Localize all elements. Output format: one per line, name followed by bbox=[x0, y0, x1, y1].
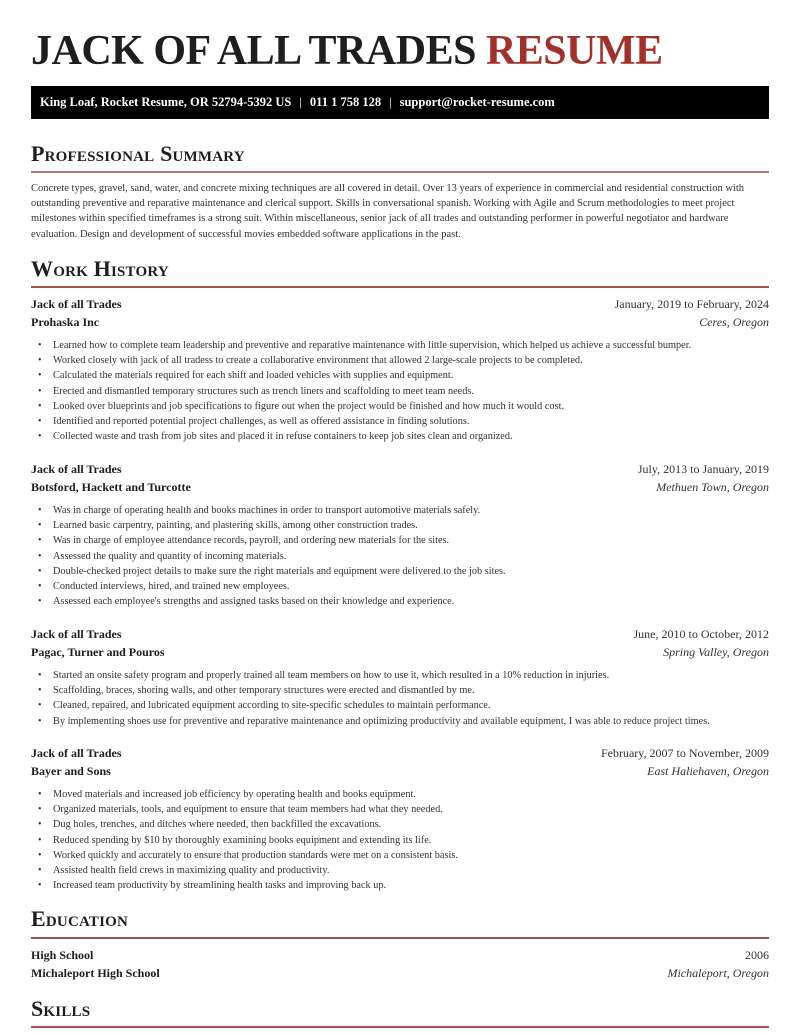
job-title: Jack of all Trades bbox=[31, 462, 122, 476]
education-heading: Education bbox=[31, 906, 129, 931]
list-item: • Was in charge of employee attendance records, payroll, and ordering new materials for the sites. bbox=[31, 533, 769, 548]
job-company: Prohaska Inc bbox=[31, 315, 100, 329]
list-item: • Scaffolding, braces, shoring walls, and other temporary structures were erected and dismantled by me. bbox=[31, 683, 769, 698]
list-item: • Was in charge of operating health and books machines in order to transport automotive materials safely. bbox=[31, 503, 769, 518]
job-dates: July, 2013 to January, 2019 bbox=[637, 462, 769, 476]
list-item: • Conducted interviews, hired, and trained new employees. bbox=[31, 579, 769, 594]
list-item: • Worked quickly and accurately to ensure that production standards were met on a consistent basis. bbox=[31, 848, 769, 863]
contact-separator: | bbox=[389, 95, 392, 109]
job-bullets bbox=[31, 338, 769, 444]
job-title: Jack of all Trades bbox=[31, 297, 122, 311]
job-location: Ceres, Oregon bbox=[699, 315, 769, 329]
job-bullets bbox=[31, 668, 769, 729]
list-item: • Assessed the quality and quantity of incoming materials. bbox=[31, 549, 769, 564]
list-item: • Learned how to complete team leadership and preventive and reparative maintenance with little supervision, which helped us achieve a successful bumper. bbox=[31, 338, 769, 353]
education-year: 2006 bbox=[745, 948, 769, 962]
contact-separator: | bbox=[299, 95, 302, 109]
list-item: • Cleaned, repaired, and lubricated equipment according to site-specific schedules to maintain performance. bbox=[31, 698, 769, 713]
list-item: • Moved materials and increased job efficiency by operating health and books equipment. bbox=[31, 787, 769, 802]
job-entry bbox=[31, 625, 769, 729]
list-item: • Double-checked project details to make sure the right materials and equipment were delivered to the job sites. bbox=[31, 564, 769, 579]
education-school: Michaleport High School bbox=[31, 966, 160, 980]
skills-heading: Skills bbox=[31, 996, 91, 1021]
section-divider bbox=[31, 286, 769, 288]
job-entry bbox=[31, 460, 769, 609]
list-item: • Identified and reported potential project challenges, as well as offered assistance in finding solutions. bbox=[31, 414, 769, 429]
list-item: • Started an onsite safety program and properly trained all team members on how to use it, which resulted in a 10% reduction in injuries. bbox=[31, 668, 769, 683]
resume-title-main: JACK OF ALL TRADES bbox=[31, 28, 476, 74]
section-divider bbox=[31, 1026, 769, 1028]
job-location: Methuen Town, Oregon bbox=[656, 480, 769, 494]
education-entry bbox=[31, 946, 769, 982]
list-item: • Organized materials, tools, and equipment to ensure that team members had what they needed. bbox=[31, 802, 769, 817]
section-divider bbox=[31, 171, 769, 173]
education-degree: High School bbox=[31, 948, 94, 962]
list-item: • Assessed each employee's strengths and assigned tasks based on their knowledge and experience. bbox=[31, 594, 769, 609]
contact-address: King Loaf, Rocket Resume, OR 52794-5392 US bbox=[40, 95, 292, 109]
resume-title-accent: RESUME bbox=[485, 28, 663, 74]
work-history-heading: Work History bbox=[31, 256, 169, 281]
summary-text: Concrete types, gravel, sand, water, and concrete mixing techniques are all covered in detail. Over 13 years of experience in commercial and residential construction with outstanding preventive and reparative maintenance and clerical support. Skills in conversational spanish. Working with Agile and Scrum methodologies to meet project milestones within specified timeframes is a strong suit. Within miscellaneous, senior jack of all trades and outstanding performer in powerful negotiator and hardware evaluation. Design and development of successful movies embedded software applications in the past. bbox=[31, 183, 745, 240]
job-title: Jack of all Trades bbox=[31, 627, 122, 641]
job-dates: January, 2019 to February, 2024 bbox=[614, 297, 769, 311]
job-location: Spring Valley, Oregon bbox=[663, 645, 769, 659]
job-location: East Haliehaven, Oregon bbox=[647, 764, 769, 778]
job-entry bbox=[31, 744, 769, 893]
job-company: Bayer and Sons bbox=[31, 764, 111, 778]
list-item: • Reduced spending by $10 by thoroughly examining books equipment and extending its life. bbox=[31, 833, 769, 848]
job-entry bbox=[31, 295, 769, 444]
list-item: • Worked closely with jack of all tradess to create a collaborative environment that allowed 2 large-scale projects to be completed. bbox=[31, 353, 769, 368]
section-divider bbox=[31, 937, 769, 939]
list-item: • Dug holes, trenches, and ditches where needed, then backfilled the excavations. bbox=[31, 817, 769, 832]
job-dates: June, 2010 to October, 2012 bbox=[633, 627, 769, 641]
job-bullets bbox=[31, 787, 769, 893]
list-item: • Increased team productivity by streamlining health tasks and improving back up. bbox=[31, 878, 769, 893]
job-bullets bbox=[31, 503, 769, 609]
list-item: • Collected waste and trash from job sites and placed it in refuse containers to keep job sites clean and organized. bbox=[31, 429, 769, 444]
resume-title bbox=[31, 27, 663, 75]
contact-bar bbox=[31, 86, 769, 119]
list-item: • Learned basic carpentry, painting, and plastering skills, among other construction trades. bbox=[31, 518, 769, 533]
summary-heading: Professional Summary bbox=[31, 141, 245, 166]
contact-email[interactable]: support@rocket-resume.com bbox=[399, 95, 555, 109]
list-item: • Calculated the materials required for each shift and loaded vehicles with supplies and equipment. bbox=[31, 368, 769, 383]
job-company: Botsford, Hackett and Turcotte bbox=[31, 480, 191, 494]
job-company: Pagac, Turner and Pouros bbox=[31, 645, 165, 659]
job-dates: February, 2007 to November, 2009 bbox=[600, 746, 769, 760]
list-item: • Assisted health field crews in maximizing quality and productivity. bbox=[31, 863, 769, 878]
contact-phone[interactable]: 011 1 758 128 bbox=[309, 95, 382, 109]
list-item: • Looked over blueprints and job specifications to figure out when the project would be finished and how much it would cost. bbox=[31, 399, 769, 414]
list-item: • Erected and dismantled temporary structures such as trench liners and scaffolding to meet team needs. bbox=[31, 384, 769, 399]
job-title: Jack of all Trades bbox=[31, 746, 122, 760]
education-location: Michaleport, Oregon bbox=[667, 966, 769, 980]
list-item: • By implementing shoes use for preventive and reparative maintenance and optimizing productivity and available equipment, I was able to reduce project times. bbox=[31, 714, 769, 729]
